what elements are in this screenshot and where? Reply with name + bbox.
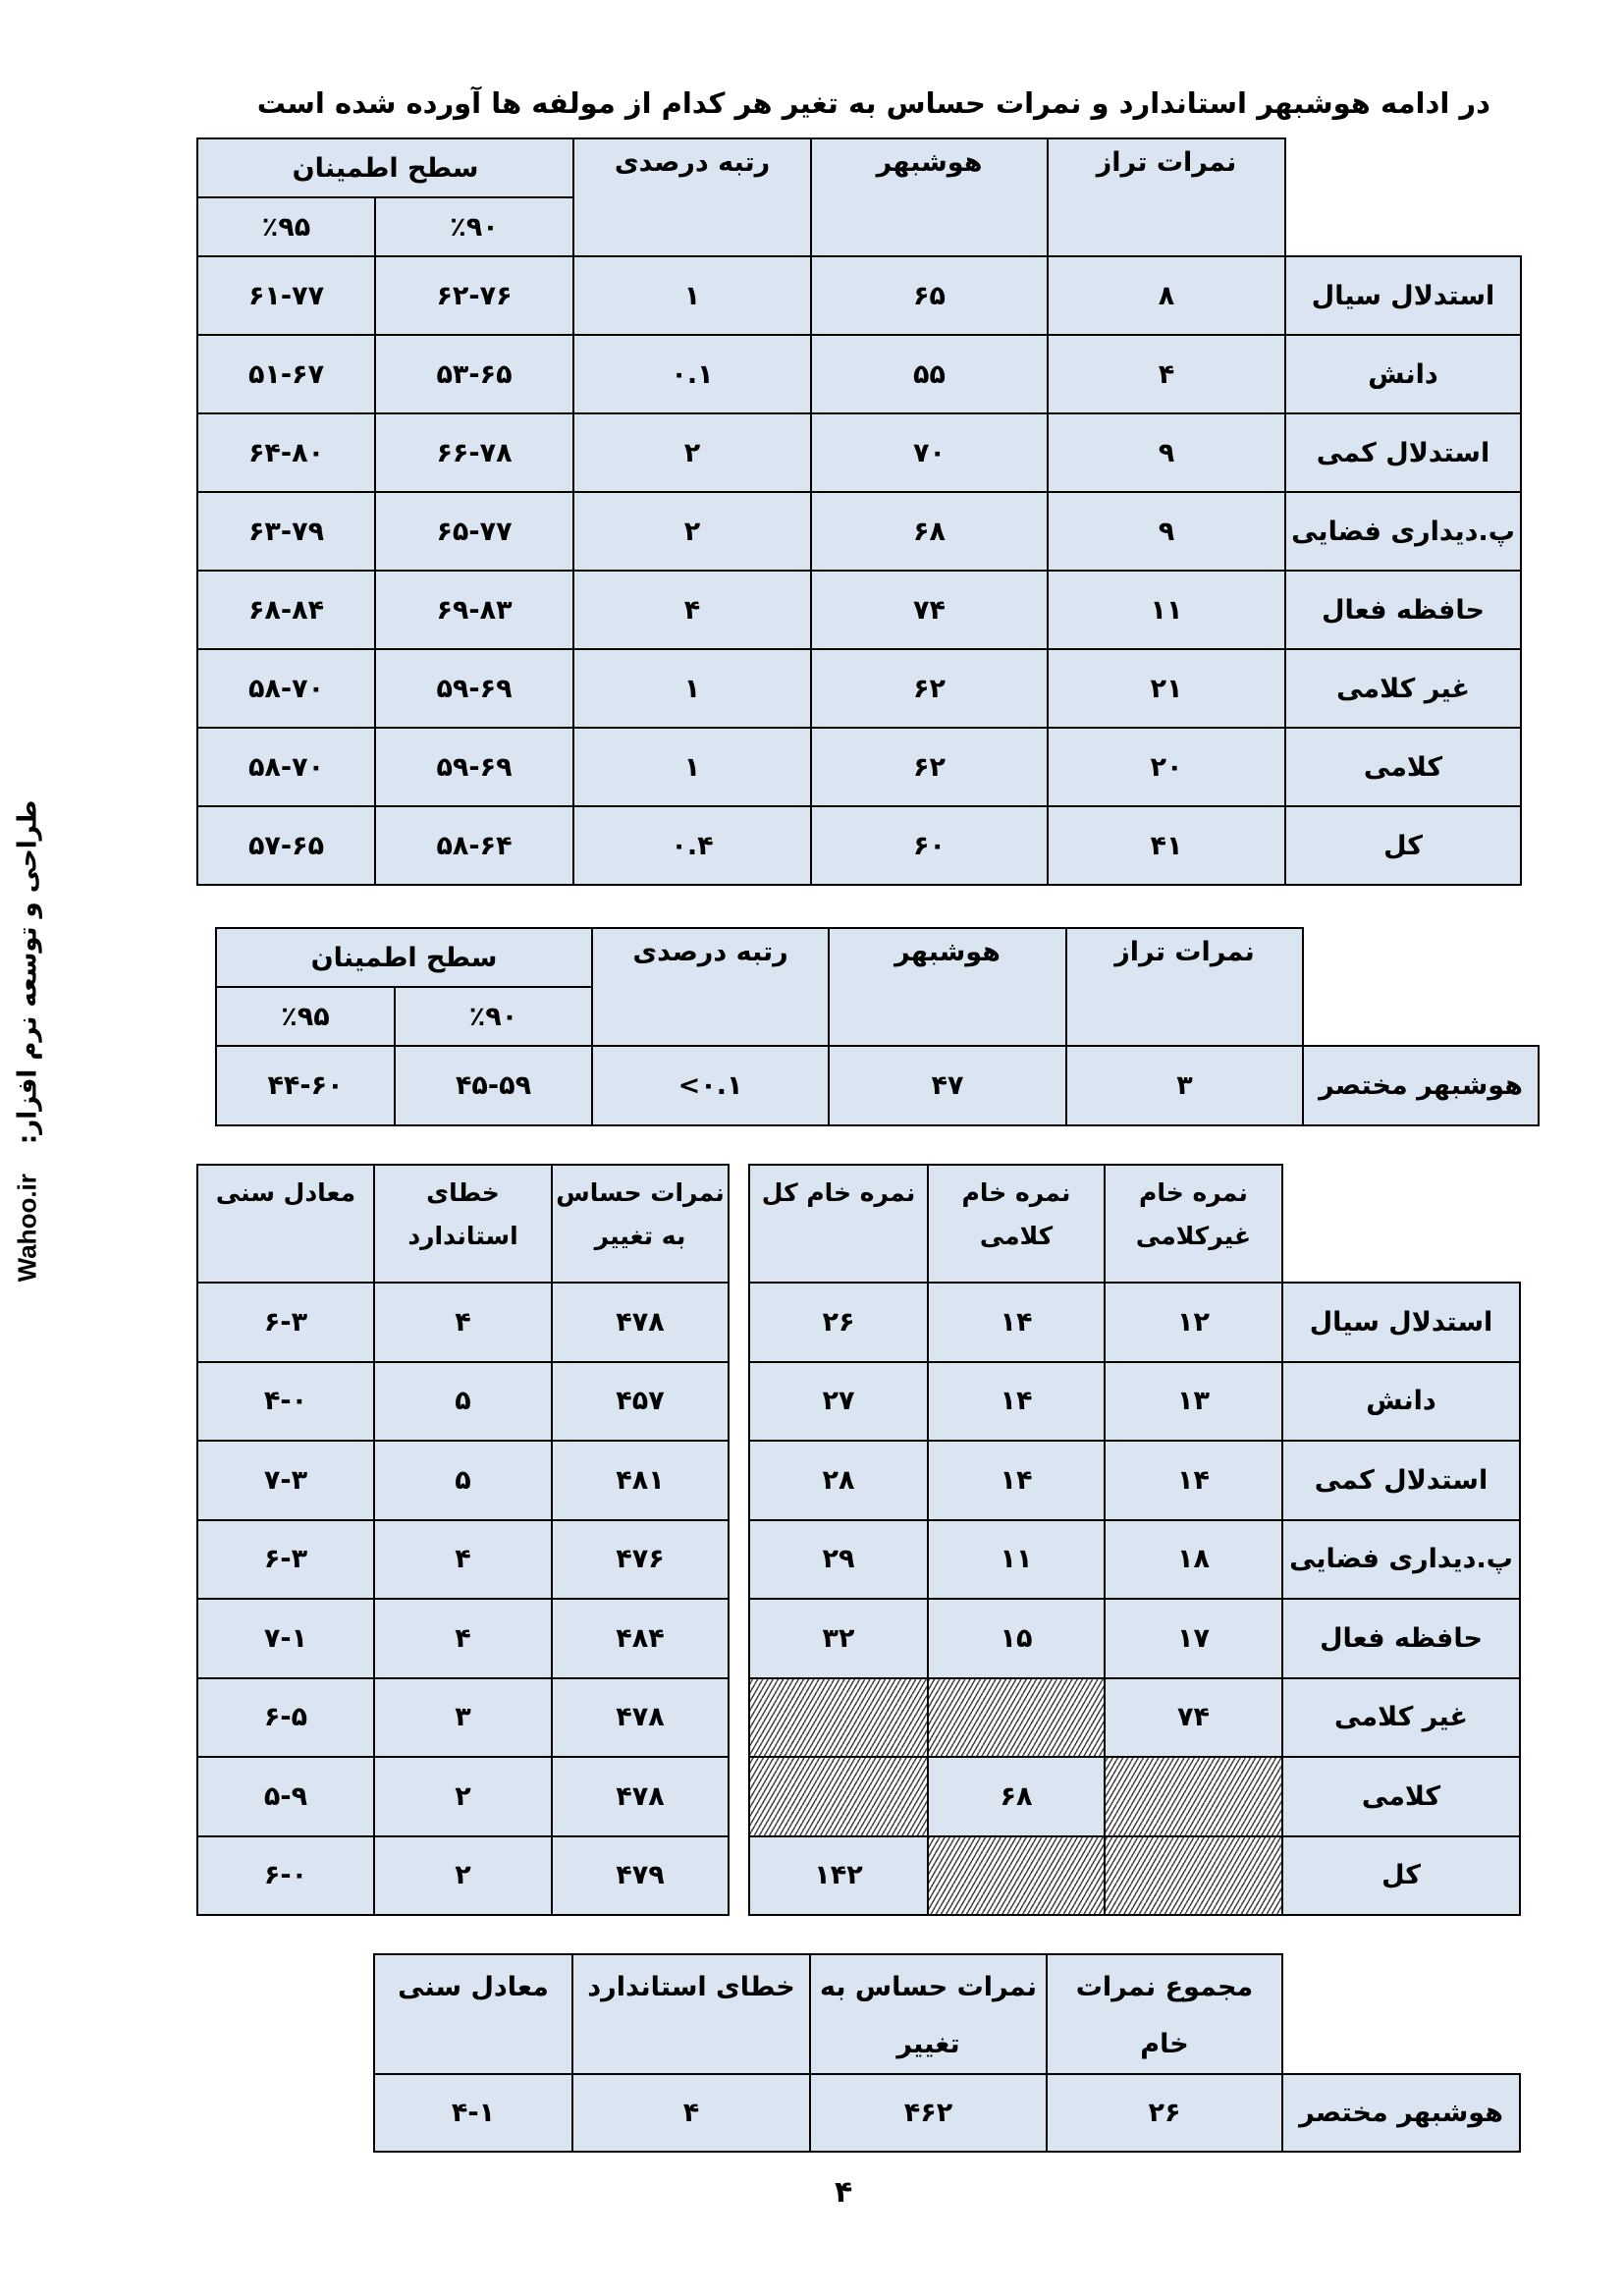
table-row bbox=[749, 1362, 1520, 1442]
cell-ci95: ۶۸-۸۴ bbox=[197, 571, 375, 649]
cell-score: ۹ bbox=[1048, 492, 1285, 571]
cell-sens: ۴۸۴ bbox=[552, 1599, 729, 1678]
cell-rank: <۰.۱ bbox=[592, 1046, 829, 1125]
page-number: ۴ bbox=[835, 2175, 853, 2210]
cell-ci95: ۵۷-۶۵ bbox=[197, 806, 375, 885]
cell-rank: ۱ bbox=[573, 649, 811, 728]
header-sensitive: نمرات حساس به تغییر bbox=[810, 1954, 1047, 2074]
cell-ci95: ۵۱-۶۷ bbox=[197, 335, 375, 413]
cell-ci90: ۵۸-۶۴ bbox=[375, 806, 573, 885]
row-label: استدلال کمی bbox=[1285, 413, 1521, 492]
cell-sens: ۴۸۱ bbox=[552, 1441, 729, 1520]
cell-iq: ۶۵ bbox=[811, 256, 1048, 335]
table-row bbox=[197, 1836, 729, 1916]
table-row bbox=[197, 413, 1521, 492]
row-label: استدلال سیال bbox=[1285, 256, 1521, 335]
cell-age: ۶-۳ bbox=[197, 1283, 374, 1362]
cell-age: ۴-۰ bbox=[197, 1362, 374, 1442]
sensitive-scores-table bbox=[196, 1164, 730, 1916]
cell-se: ۵ bbox=[374, 1362, 552, 1442]
cell-sens: ۴۶۲ bbox=[810, 2074, 1047, 2152]
row-label: دانش bbox=[1282, 1362, 1520, 1442]
cell-ci90: ۵۳-۶۵ bbox=[375, 335, 573, 413]
table-row bbox=[749, 1836, 1520, 1916]
table-row bbox=[749, 1283, 1520, 1362]
cell-total: ۲۶ bbox=[749, 1283, 928, 1362]
cell-se: ۵ bbox=[374, 1441, 552, 1520]
cell-nonverbal: ۱۷ bbox=[1105, 1599, 1282, 1678]
header-age-equivalent: معادل سنی bbox=[197, 1165, 374, 1283]
cell-rank: ۲ bbox=[573, 492, 811, 571]
header-sensitive: نمرات حساس به تغییر bbox=[552, 1165, 729, 1283]
cell-verbal: ۱۱ bbox=[928, 1520, 1105, 1600]
cell-nonverbal: ۱۴ bbox=[1105, 1441, 1282, 1520]
cell-se: ۳ bbox=[374, 1678, 552, 1758]
row-label: غیر کلامی bbox=[1282, 1678, 1520, 1758]
table-row bbox=[197, 806, 1521, 885]
row-label: کلامی bbox=[1282, 1757, 1520, 1836]
cell-score: ۲۱ bbox=[1048, 649, 1285, 728]
header-rank: رتبه درصدی bbox=[592, 928, 829, 1046]
row-label: حافظه فعال bbox=[1285, 571, 1521, 649]
header-raw-sum: مجموع نمرات خام bbox=[1047, 1954, 1282, 2074]
header-iq: هوشبهر bbox=[829, 928, 1066, 1046]
cell-score: ۴۱ bbox=[1048, 806, 1285, 885]
cell-age: ۵-۹ bbox=[197, 1757, 374, 1836]
cell-nonverbal: ۱۸ bbox=[1105, 1520, 1282, 1600]
cell-score: ۹ bbox=[1048, 413, 1285, 492]
header-iq: هوشبهر bbox=[811, 138, 1048, 256]
header-age-equivalent: معادل سنی bbox=[374, 1954, 572, 2074]
header-total-raw: نمره خام کل bbox=[749, 1165, 928, 1283]
cell-verbal: ۶۸ bbox=[928, 1757, 1105, 1836]
empty-hatched-cell bbox=[928, 1836, 1105, 1916]
cell-total: ۲۷ bbox=[749, 1362, 928, 1442]
cell-total: ۱۴۲ bbox=[749, 1836, 928, 1916]
header-score: نمرات تراز bbox=[1066, 928, 1303, 1046]
cell-se: ۴ bbox=[374, 1283, 552, 1362]
row-label: استدلال کمی bbox=[1282, 1441, 1520, 1520]
cell-age: ۶-۰ bbox=[197, 1836, 374, 1916]
row-label: دانش bbox=[1285, 335, 1521, 413]
table-row bbox=[216, 1046, 1539, 1125]
cell-age: ۷-۳ bbox=[197, 1441, 374, 1520]
header-nonverbal-raw: نمره خام غیرکلامی bbox=[1105, 1165, 1282, 1283]
table-row bbox=[197, 335, 1521, 413]
cell-nonverbal: ۱۳ bbox=[1105, 1362, 1282, 1442]
cell-iq: ۷۰ bbox=[811, 413, 1048, 492]
side-credit bbox=[8, 766, 47, 1316]
cell-ci90: ۵۹-۶۹ bbox=[375, 728, 573, 806]
empty-hatched-cell bbox=[1105, 1757, 1282, 1836]
cell-score: ۸ bbox=[1048, 256, 1285, 335]
row-label: هوشبهر مختصر bbox=[1282, 2074, 1520, 2152]
cell-se: ۴ bbox=[572, 2074, 810, 2152]
table-row bbox=[197, 256, 1521, 335]
cell-ci95: ۶۱-۷۷ bbox=[197, 256, 375, 335]
table-row bbox=[197, 1757, 729, 1836]
header-ci95: ٪۹۵ bbox=[197, 197, 375, 256]
row-label-header bbox=[1285, 138, 1521, 256]
table-row bbox=[197, 649, 1521, 728]
cell-verbal: ۱۵ bbox=[928, 1599, 1105, 1678]
cell-age: ۴-۱ bbox=[374, 2074, 572, 2152]
row-label-header bbox=[1282, 1165, 1520, 1283]
cell-ci90: ۶۲-۷۶ bbox=[375, 256, 573, 335]
row-label: پ.دیداری فضایی bbox=[1285, 492, 1521, 571]
cell-score: ۳ bbox=[1066, 1046, 1303, 1125]
cell-iq: ۴۷ bbox=[829, 1046, 1066, 1125]
header-ci: سطح اطمینان bbox=[197, 138, 573, 197]
header-ci90: ٪۹۰ bbox=[395, 987, 592, 1046]
cell-score: ۲۰ bbox=[1048, 728, 1285, 806]
cell-ci90: ۵۹-۶۹ bbox=[375, 649, 573, 728]
row-label: استدلال سیال bbox=[1282, 1283, 1520, 1362]
cell-ci90: ۴۵-۵۹ bbox=[395, 1046, 592, 1125]
cell-se: ۲ bbox=[374, 1757, 552, 1836]
cell-rank: ۲ bbox=[573, 413, 811, 492]
row-label: کل bbox=[1282, 1836, 1520, 1916]
table-row bbox=[197, 1441, 729, 1520]
cell-nonverbal: ۷۴ bbox=[1105, 1678, 1282, 1758]
cell-se: ۴ bbox=[374, 1599, 552, 1678]
header-ci: سطح اطمینان bbox=[216, 928, 592, 987]
cell-verbal: ۱۴ bbox=[928, 1283, 1105, 1362]
cell-iq: ۶۲ bbox=[811, 728, 1048, 806]
row-label: پ.دیداری فضایی bbox=[1282, 1520, 1520, 1600]
cell-age: ۷-۱ bbox=[197, 1599, 374, 1678]
header-se: خطای استاندارد bbox=[374, 1165, 552, 1283]
cell-total: ۲۹ bbox=[749, 1520, 928, 1600]
table-row bbox=[197, 1599, 729, 1678]
header-ci95: ٪۹۵ bbox=[216, 987, 395, 1046]
empty-hatched-cell bbox=[749, 1678, 928, 1758]
table-row bbox=[197, 1520, 729, 1600]
cell-sens: ۴۵۷ bbox=[552, 1362, 729, 1442]
cell-ci95: ۶۳-۷۹ bbox=[197, 492, 375, 571]
table-row bbox=[197, 728, 1521, 806]
table-row bbox=[749, 1599, 1520, 1678]
table-row bbox=[197, 492, 1521, 571]
standard-iq-table bbox=[196, 137, 1522, 886]
raw-scores-table bbox=[748, 1164, 1521, 1916]
cell-age: ۶-۵ bbox=[197, 1678, 374, 1758]
cell-ci95: ۶۴-۸۰ bbox=[197, 413, 375, 492]
cell-verbal: ۱۴ bbox=[928, 1362, 1105, 1442]
header-verbal-raw: نمره خام کلامی bbox=[928, 1165, 1105, 1283]
cell-iq: ۶۸ bbox=[811, 492, 1048, 571]
table-row bbox=[197, 1678, 729, 1758]
cell-score: ۴ bbox=[1048, 335, 1285, 413]
cell-nonverbal: ۱۲ bbox=[1105, 1283, 1282, 1362]
table-row bbox=[749, 1441, 1520, 1520]
cell-ci95: ۵۸-۷۰ bbox=[197, 728, 375, 806]
table-row bbox=[197, 1283, 729, 1362]
cell-se: ۴ bbox=[374, 1520, 552, 1600]
cell-iq: ۷۴ bbox=[811, 571, 1048, 649]
row-label: کل bbox=[1285, 806, 1521, 885]
row-label: هوشبهر مختصر bbox=[1303, 1046, 1539, 1125]
cell-age: ۶-۳ bbox=[197, 1520, 374, 1600]
cell-sens: ۴۷۶ bbox=[552, 1520, 729, 1600]
cell-iq: ۵۵ bbox=[811, 335, 1048, 413]
cell-se: ۲ bbox=[374, 1836, 552, 1916]
cell-ci90: ۶۹-۸۳ bbox=[375, 571, 573, 649]
cell-score: ۱۱ bbox=[1048, 571, 1285, 649]
cell-rank: ۰.۱ bbox=[573, 335, 811, 413]
cell-ci95: ۴۴-۶۰ bbox=[216, 1046, 395, 1125]
table-row bbox=[197, 1362, 729, 1442]
table-row bbox=[749, 1678, 1520, 1758]
cell-total: ۲۸ bbox=[749, 1441, 928, 1520]
cell-ci90: ۶۶-۷۸ bbox=[375, 413, 573, 492]
cell-sens: ۴۷۸ bbox=[552, 1757, 729, 1836]
empty-hatched-cell bbox=[1105, 1836, 1282, 1916]
side-credit-text: طراحی و توسعه نرم افزار: bbox=[13, 799, 43, 1145]
cell-iq: ۶۲ bbox=[811, 649, 1048, 728]
header-ci90: ٪۹۰ bbox=[375, 197, 573, 256]
header-se: خطای استاندارد bbox=[572, 1954, 810, 2074]
row-label-header bbox=[1303, 928, 1539, 1046]
empty-hatched-cell bbox=[749, 1757, 928, 1836]
table-row bbox=[749, 1757, 1520, 1836]
side-credit-url: Wahoo.ir bbox=[12, 1174, 42, 1283]
row-label-header bbox=[1282, 1954, 1520, 2074]
cell-sens: ۴۷۹ bbox=[552, 1836, 729, 1916]
cell-rank: ۴ bbox=[573, 571, 811, 649]
empty-hatched-cell bbox=[928, 1678, 1105, 1758]
cell-verbal: ۱۴ bbox=[928, 1441, 1105, 1520]
table-row bbox=[197, 571, 1521, 649]
short-iq-sensitive-table bbox=[373, 1953, 1521, 2153]
header-score: نمرات تراز bbox=[1048, 138, 1285, 256]
cell-rank: ۱ bbox=[573, 256, 811, 335]
table-row bbox=[374, 2074, 1520, 2152]
cell-ci95: ۵۸-۷۰ bbox=[197, 649, 375, 728]
cell-rank: ۱ bbox=[573, 728, 811, 806]
row-label: غیر کلامی bbox=[1285, 649, 1521, 728]
header-rank: رتبه درصدی bbox=[573, 138, 811, 256]
cell-sens: ۴۷۸ bbox=[552, 1283, 729, 1362]
cell-total: ۳۲ bbox=[749, 1599, 928, 1678]
row-label: حافظه فعال bbox=[1282, 1599, 1520, 1678]
short-iq-table bbox=[215, 927, 1540, 1126]
cell-ci90: ۶۵-۷۷ bbox=[375, 492, 573, 571]
cell-iq: ۶۰ bbox=[811, 806, 1048, 885]
cell-raw: ۲۶ bbox=[1047, 2074, 1282, 2152]
row-label: کلامی bbox=[1285, 728, 1521, 806]
page-intro-text: در ادامه هوشبهر استاندارد و نمرات حساس به تغیر هر کدام از مولفه ها آورده شده است bbox=[256, 86, 1490, 120]
table-row bbox=[749, 1520, 1520, 1600]
cell-rank: ۰.۴ bbox=[573, 806, 811, 885]
cell-sens: ۴۷۸ bbox=[552, 1678, 729, 1758]
